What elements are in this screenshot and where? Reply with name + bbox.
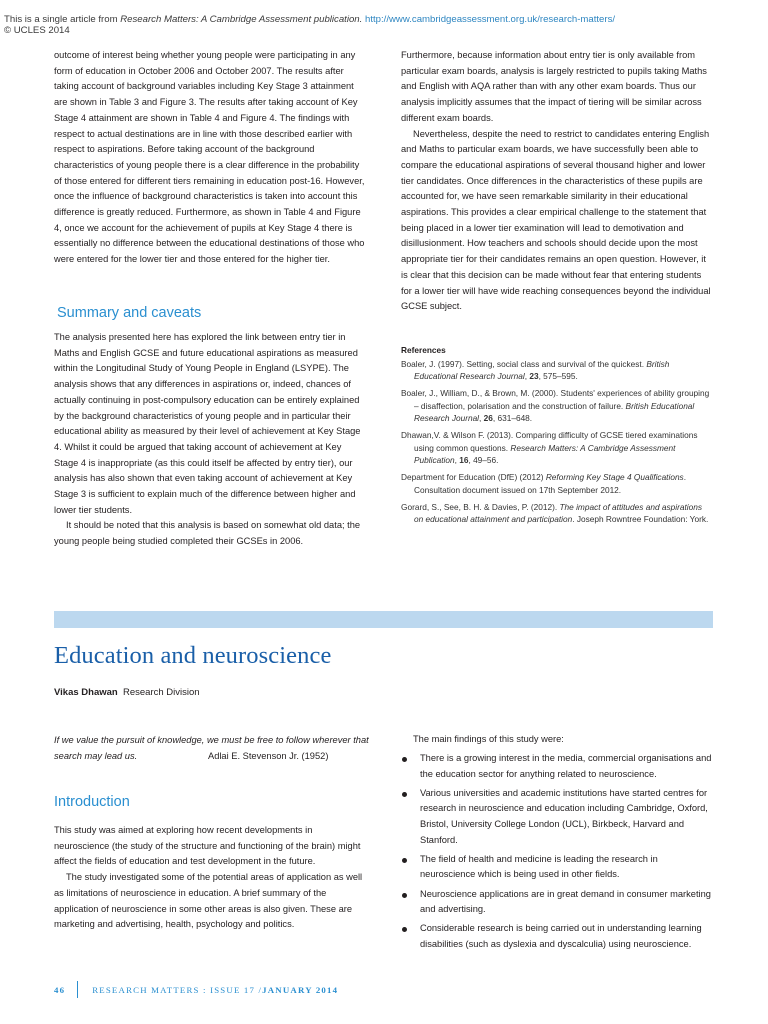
article-title: Education and neuroscience <box>54 642 332 669</box>
list-item-text: There is a growing interest in the media, commercial organisations and the education sector for anything related to neuroscience. <box>420 753 712 779</box>
reference-item <box>401 501 713 526</box>
source-banner <box>4 14 615 36</box>
summary-section <box>54 330 365 550</box>
issue-date: JANUARY 2014 <box>262 984 339 995</box>
ref-source: Reforming Key Stage 4 Qualifications <box>545 472 684 482</box>
reference-item <box>401 387 713 425</box>
references-title: References <box>401 345 446 355</box>
bullet-icon <box>402 927 407 932</box>
body-paragraph: This study was aimed at exploring how recent developments in neuroscience (the study of the structure and functioning of the brain) might affect the fields of education and test development in the future. <box>54 825 361 867</box>
article-separator-band <box>54 611 713 628</box>
ref-pages: , 575–595. <box>538 371 578 381</box>
bullet-icon <box>402 757 407 762</box>
banner-copyright: © UCLES 2014 <box>4 25 70 36</box>
section-heading-summary: Summary and caveats <box>57 305 202 321</box>
references-list <box>401 344 713 530</box>
introduction-section <box>54 823 365 933</box>
article-byline <box>54 687 200 698</box>
body-paragraph: The main findings of this study were: <box>413 734 564 744</box>
ref-text: Boaler, J. (1997). Setting, social class and survival of the quickest. <box>401 358 647 369</box>
ref-pages: , 631–648. <box>492 413 533 423</box>
ref-source: Research Matters: A Cambridge Assessment Publication <box>414 442 676 465</box>
ref-volume: 16 <box>459 455 469 465</box>
list-item <box>401 751 713 782</box>
ref-text: . Consultation document issued on 17th September 2012. <box>414 472 687 495</box>
list-item <box>401 921 713 952</box>
left-column-continuation <box>54 48 365 268</box>
author-affiliation: Research Division <box>123 687 200 698</box>
right-column-continuation <box>401 48 713 315</box>
ref-text: , <box>524 371 530 381</box>
quote-text: If we value the pursuit of knowledge, we must be free to follow wherever that search may lead us. <box>54 735 369 761</box>
list-item-text: Considerable research is being carried out in understanding learning disabilities (such as dyslexia and dyscalculia) using neuroscience. <box>420 923 702 949</box>
ref-volume: 26 <box>483 413 493 423</box>
body-paragraph: It should be noted that this analysis is based on somewhat old data; the young people being studied completed their GCSEs in 2006. <box>54 520 361 547</box>
section-heading-introduction: Introduction <box>54 794 130 810</box>
reference-item <box>401 471 713 496</box>
page-number: 46 <box>54 984 66 995</box>
ref-text: , <box>454 455 460 465</box>
banner-publication: Research Matters: A Cambridge Assessment publication. <box>120 14 363 25</box>
quote-attribution: Adlai E. Stevenson Jr. (1952) <box>208 751 329 761</box>
bullet-icon <box>402 893 407 898</box>
reference-item <box>401 429 713 467</box>
reference-item <box>401 358 713 383</box>
list-item-text: Neuroscience applications are in great demand in consumer marketing and advertising. <box>420 888 711 915</box>
findings-list <box>401 751 713 956</box>
ref-text: Boaler, J., William, D., & Brown, M. (2000). Students' experiences of ability grouping – disaffection, polarisation and the construction of failure. <box>401 388 710 411</box>
list-item <box>401 887 713 918</box>
page-footer <box>54 981 338 998</box>
ref-source: British Educational Research Journal <box>414 358 670 381</box>
ref-text: Department for Education (DfE) (2012) <box>401 472 546 482</box>
ref-source: The impact of attitudes and aspirations on educational attainment and participation <box>414 501 702 524</box>
body-paragraph: The analysis presented here has explored the link between entry tier in Maths and English GCSE and future educational aspirations as measured within the Longitudinal Study of Young People in England (LSYPE). The analysis shows that any differences in aspirations or, indeed, chances of actually continuing in post-compulsory education can be entirely explained by the background characteristics of young people and in particular their educational ability as measured by their level of achievement at Key Stage 4. Whilst it could be argued that taking account of achievement at Key Stage 4 is inappropriate (as this could itself be affected by entry tier), our analysis has also shown that even taking account of achievement at Key Stage 3 is sufficient to explain much of the difference between higher and lower tier students. <box>54 332 361 515</box>
bullet-icon <box>402 858 407 863</box>
body-paragraph: outcome of interest being whether young people were participating in any form of education in October 2006 and October 2007. The results after taking account of background variables including Key Stage 3 attainment are shown in Table 3 and Figure 3. The results after taking account of Key Stage 4 attainment are shown in Table 4 and Figure 4. The findings with respect to actual destinations are in line with those described earlier with respect to aspirations. Before taking account of the background characteristics of young people there is a clear difference in the probability of those entered for different tiers remaining in education post-16. However, once the influence of background characteristics is taken into account this difference is greatly reduced. Furthermore, as shown in Table 4 and Figure 4, once we account for the achievement of pupils at Key Stage 4 there is essentially no difference between the educational destinations of those who were entered for the lower tier and those entered for the higher tier. <box>54 50 365 265</box>
journal-issue: RESEARCH MATTERS : ISSUE 17 / <box>92 984 263 995</box>
ref-volume: 23 <box>529 371 539 381</box>
bullet-icon <box>402 792 407 797</box>
list-item <box>401 786 713 848</box>
body-paragraph: Furthermore, because information about entry tier is only available from particular exam boards, analysis is largely restricted to pupils taking Maths and English with AQA rather than with any other exam boards. Thus our analysis implicitly assumes that the impact of tiering will be similar across different exam boards. <box>401 50 707 123</box>
ref-source: British Educational Research Journal <box>414 400 695 423</box>
ref-text: , <box>479 413 484 423</box>
banner-url-link[interactable]: http://www.cambridgeassessment.org.uk/research-matters/ <box>364 14 616 25</box>
ref-text: Dhawan,V. & Wilson F. (2013). Comparing difficulty of GCSE tiered examinations using common questions. <box>401 430 698 453</box>
list-item-text: The field of health and medicine is leading the research in neuroscience which is being used in other fields. <box>420 853 658 880</box>
body-paragraph: The study investigated some of the potential areas of application as well as limitations of neuroscience in education. A brief summary of the application of neuroscience in some other areas is also given. These are marketing and advertising, health, psychology and politics. <box>54 872 363 930</box>
footer-divider <box>77 981 78 998</box>
list-item <box>401 852 713 883</box>
epigraph-quote <box>54 732 374 764</box>
ref-text: . Joseph Rowntree Foundation: York. <box>572 514 709 524</box>
banner-prefix: This is a single article from <box>4 14 121 25</box>
body-paragraph: Nevertheless, despite the need to restrict to candidates entering English and Maths to particular exam boards, we have successfully been able to compare the educational aspirations of several thousand higher and lower tier candidates. Once differences in the characteristics of these pupils are accounted for, we have seen remarkable similarity in their educational aspirations. This provides a clear empirical challenge to the statement that being placed in a lower tier examination will lead to demotivation and disillusionment. How teachers and schools should decide upon the most appropriate tier for their candidates remains an open question. However, it is clear that this decision can be made without fear that entering students for a lower tier will have wide reaching consequences beyond the individual GCSE subject. <box>401 128 711 312</box>
ref-text: Gorard, S., See, B. H. & Davies, P. (2012). <box>401 501 560 512</box>
ref-pages: , 49–56. <box>468 455 499 465</box>
list-item-text: Various universities and academic institutions have started centres for research in neuroscience and education including Cambridge, Oxford, Bristol, University College London (UCL), Birkbeck, Harvard and Stanford. <box>420 787 708 845</box>
author-name: Vikas Dhawan <box>54 687 118 698</box>
findings-intro <box>401 732 713 748</box>
